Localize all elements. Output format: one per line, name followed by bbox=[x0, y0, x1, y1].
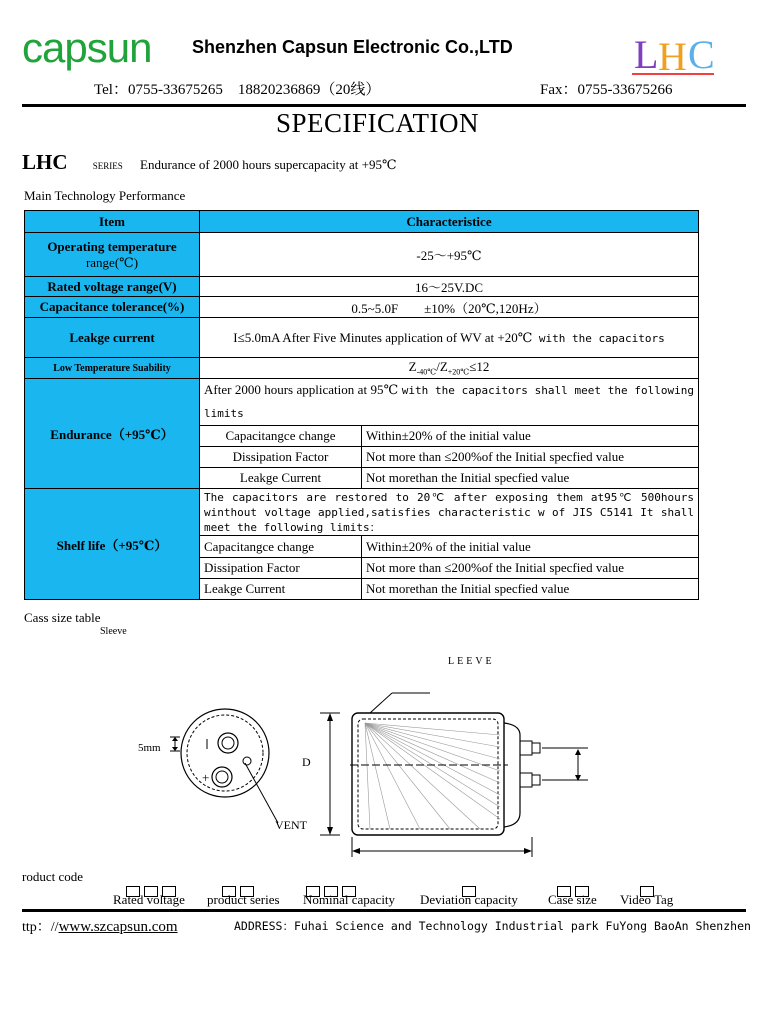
capacitor-top-view bbox=[170, 709, 278, 823]
rated-voltage-value: 16～25V.DC bbox=[200, 277, 699, 297]
endurance-intro-text: After 2000 hours application at 95℃ bbox=[204, 382, 399, 397]
low-temp-value bbox=[200, 358, 699, 379]
op-temp-label-line2: range(℃) bbox=[85, 254, 139, 270]
rated-voltage-label: Rated voltage range(V) bbox=[25, 277, 200, 297]
code-field-label: Nominal capacity bbox=[303, 892, 396, 907]
op-temp-label-line1: Operating temperature bbox=[47, 238, 177, 254]
footer-url bbox=[22, 916, 178, 936]
case-size-label: Cass size table bbox=[24, 610, 101, 625]
capacitor-drawing bbox=[130, 685, 600, 870]
series-name: LHC bbox=[22, 150, 68, 174]
product-code-label: roduct code bbox=[22, 869, 84, 884]
address-text: ADDRESS：Fuhai Science and Technology Industrial park FuYong BaoAn Shenzhen bbox=[234, 919, 751, 933]
svg-text:H: H bbox=[658, 34, 687, 78]
shelf-life-intro: The capacitors are restored to 20℃ after exposing them at95℃ 500hours winthout voltage applied,satisfies characteristic w of JIS C5141 It shall meet the following limits： bbox=[200, 489, 699, 536]
company-name: Shenzhen Capsun Electronic Co.,LTD bbox=[192, 37, 513, 57]
op-temp-label bbox=[25, 233, 200, 277]
low-temp-sub2: +20℃ bbox=[447, 367, 470, 377]
telephone: Tel：0755-33675265 18820236869（20线） bbox=[94, 82, 381, 98]
lhc-logo bbox=[628, 26, 718, 78]
endurance-intro-mono: with the capacitors shall meet the following limits bbox=[204, 384, 694, 420]
endurance-intro bbox=[200, 379, 699, 426]
low-temp-label: Low Temperature Suability bbox=[25, 358, 200, 379]
footer-rule bbox=[22, 909, 746, 912]
dim-5mm: 5mm bbox=[138, 742, 161, 754]
code-field-label: product series bbox=[207, 892, 280, 907]
code-field-label: Video Tag bbox=[620, 892, 674, 907]
website-link[interactable]: www.szcapsun.com bbox=[58, 919, 178, 935]
series-label: SERIES bbox=[92, 161, 123, 171]
leakage-value bbox=[200, 318, 699, 358]
shelf-row-value: Not more than ≤200%of the Initial specfied value bbox=[362, 558, 699, 579]
endurance-row-name: Capacitangce change bbox=[200, 426, 362, 447]
cap-tolerance-value: 0.5~5.0F ±10%（20℃,120Hz） bbox=[200, 297, 699, 318]
leakage-label: Leakge current bbox=[25, 318, 200, 358]
op-temp-value: -25～+95℃ bbox=[200, 233, 699, 277]
low-temp-sub1: -40℃ bbox=[416, 367, 437, 377]
shelf-life-label: Shelf life（+95℃） bbox=[25, 489, 200, 600]
shelf-row-value: Within±20% of the initial value bbox=[362, 536, 699, 558]
main-performance-label: Main Technology Performance bbox=[24, 188, 186, 203]
endurance-row-name: Dissipation Factor bbox=[200, 447, 362, 468]
spec-table bbox=[24, 210, 699, 600]
low-temp-limit: ≤12 bbox=[469, 359, 490, 375]
code-field-label: Case size bbox=[548, 892, 597, 907]
shelf-row-name: Dissipation Factor bbox=[200, 558, 362, 579]
plus-sign: + bbox=[202, 770, 210, 785]
endurance-row-value: Not more than ≤200%of the Initial specfied value bbox=[362, 447, 699, 468]
shelf-row-value: Not morethan the Initial specfied value bbox=[362, 579, 699, 600]
fax: Fax：0755-33675266 bbox=[540, 82, 673, 98]
header-rule bbox=[22, 104, 746, 107]
leakage-value-text: I≤5.0mA After Five Minutes application of WV at +20℃ bbox=[233, 329, 533, 345]
code-field-label: Deviation capacity bbox=[420, 892, 518, 907]
endurance-label: Endurance（+95℃） bbox=[25, 379, 200, 489]
leakage-value-mono: with the capacitors bbox=[532, 331, 665, 345]
svg-text:L: L bbox=[634, 32, 659, 77]
footer-address bbox=[234, 918, 751, 934]
company-logo: capsun bbox=[22, 24, 152, 71]
dim-d: D bbox=[302, 755, 311, 769]
page-title: SPECIFICATION bbox=[275, 108, 480, 138]
code-field-label: Rated voltage bbox=[113, 892, 185, 907]
endurance-row-value: Not morethan the Initial specfied value bbox=[362, 468, 699, 489]
capacitor-side-view bbox=[320, 693, 588, 857]
svg-text:C: C bbox=[688, 32, 715, 77]
url-prefix: ttp：// bbox=[22, 920, 59, 935]
endurance-row-name: Leakge Current bbox=[200, 468, 362, 489]
shelf-row-name: Leakge Current bbox=[200, 579, 362, 600]
sleeve-label: Sleeve bbox=[100, 626, 127, 637]
cap-tolerance-label: Capacitance tolerance(%) bbox=[25, 297, 200, 318]
series-line bbox=[22, 150, 397, 175]
low-temp-slash: /Z bbox=[436, 359, 448, 375]
shelf-row-name: Capacitangce change bbox=[200, 536, 362, 558]
series-description: Endurance of 2000 hours supercapacity at +95℃ bbox=[140, 157, 397, 172]
leeve-label: LEEVE bbox=[448, 656, 495, 667]
header-characteristic: Characteristice bbox=[200, 211, 699, 233]
header-item: Item bbox=[25, 211, 200, 233]
endurance-row-value: Within±20% of the initial value bbox=[362, 426, 699, 447]
vent-label: VENT bbox=[275, 818, 307, 832]
low-temp-z: Z bbox=[408, 359, 417, 375]
